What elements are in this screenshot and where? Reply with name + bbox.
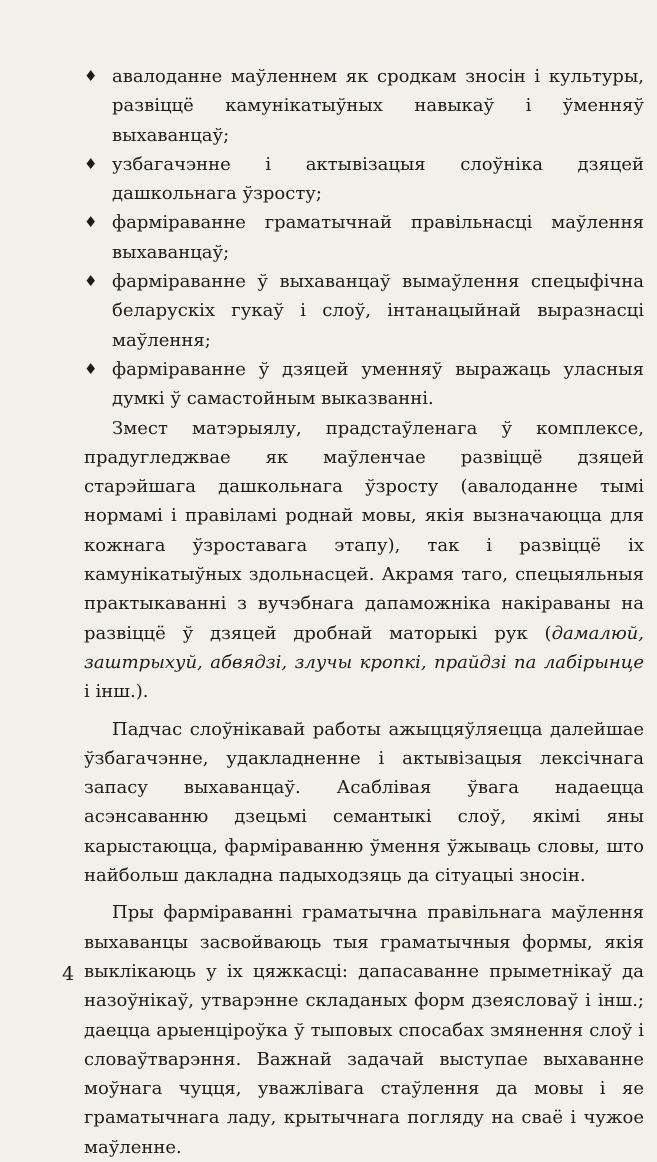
diamond-bullet-icon: ♦ [84, 272, 98, 291]
list-item-text: авалоданне маўленнем як сродкам зносін і культуры, развіццё камунікатыўных навыкаў і ўменняў выхаванцаў; [112, 66, 644, 146]
page-content [84, 62, 644, 1162]
diamond-bullet-icon: ♦ [84, 67, 98, 85]
paragraph-grammar: Пры фарміраванні граматычна правільнага маўлення выхаванцы засвойваюць тыя граматычныя формы, якія выклікаюць у іх цяжкасці: дапасаванне прыметнікаў да назоўнікаў, утварэнне складаных форм дзеясловаў і інш.; даецца арыенціроўка ў тыповых спосабах змянення слоў і словаўтварэння. Важнай задачай выступае выхаванне моўнага чуцця, уважлівага стаўлення да мовы і яе граматычнага ладу, крытычнага погляду на сваё і чужое маўленне. [84, 902, 644, 1158]
diamond-bullet-icon: ♦ [84, 213, 98, 232]
list-item-text: узбагачэнне і актывізацыя слоўніка дзяцей дашкольнага ўзросту; [112, 153, 644, 205]
page-number: 4 [62, 963, 75, 985]
diamond-bullet-icon: ♦ [84, 154, 98, 173]
list-item [84, 267, 644, 355]
list-item-text: фарміраванне ў дзяцей уменняў выражаць уласныя думкі ў самастойным выказванні. [112, 358, 644, 410]
paragraph-italic-examples: дамалюй, заштрыхуй, абвядзі, злучы кропкі, прайдзі па лабірынце [84, 622, 644, 673]
bullet-list [84, 62, 644, 414]
paragraph-text: Змест матэрыялу, прадстаўленага ў комплексе, прадугледжвае як маўленчае развіццё дзяцей старэйшага дашкольнага ўзросту (авалоданне тымі нормамі і правіламі роднай мовы, якія вызначаюцца для кожнага ўзроставага этапу), так і развіццё іх камунікатыўных здольнасцей. Акрамя таго, спецыяльныя практыкаванні з вучэбнага дапаможніка накіраваны на развіццё ў дзяцей дробнай маторыкі рук ( [84, 417, 644, 644]
diamond-bullet-icon: ♦ [84, 359, 98, 378]
paragraph-tail: і інш.). [84, 681, 149, 703]
list-item-text: фарміраванне граматычнай правільнасці маўлення выхаванцаў; [112, 212, 644, 263]
list-item [84, 62, 644, 150]
paragraph-vocabulary-work: Падчас слоўнікавай работы ажыццяўляецца далейшае ўзбагачэнне, удакладненне і актывізацыя лексічнага запасу выхаванцаў. Асаблівая ўвага надаецца асэнсаванню дзецьмі семантыкі слоў, якімі яны карыстаюцца, фарміраванню ўмення ўжываць словы, што найбольш дакладна падыходзяць да сітуацыі зносін. [84, 718, 644, 887]
list-item-text: фарміраванне ў выхаванцаў вымаўлення спецыфічна беларускіх гукаў і слоў, інтанацыйнай выразнасці маўлення; [112, 271, 644, 351]
list-item [84, 150, 644, 209]
paragraph-content-overview [84, 414, 644, 707]
list-item [84, 208, 644, 267]
list-item [84, 355, 644, 414]
